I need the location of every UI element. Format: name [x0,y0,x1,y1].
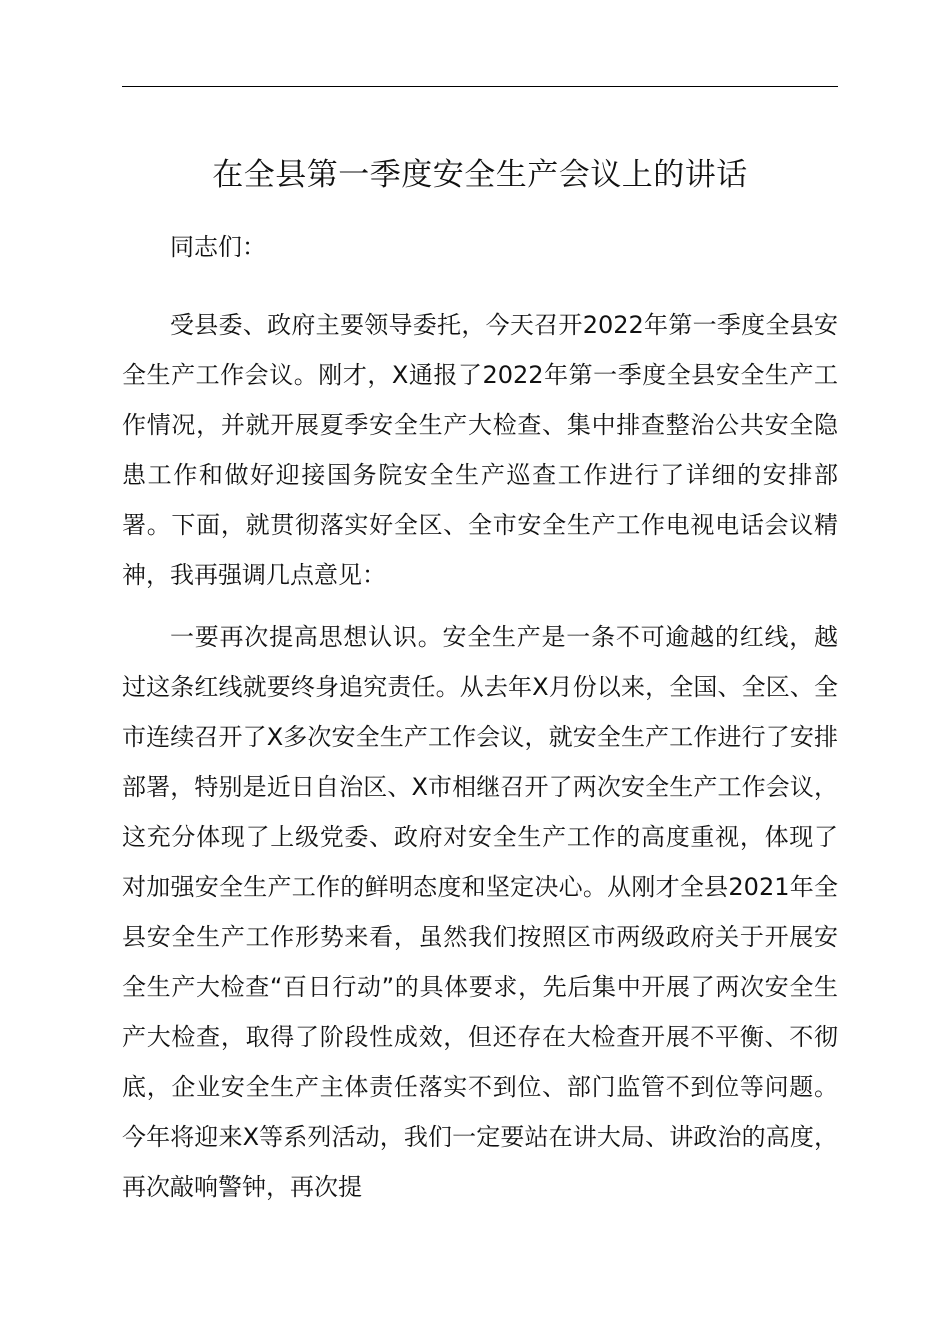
greeting: 同志们： [170,233,266,261]
header-rule [122,86,838,87]
paragraph-intro: 受县委、政府主要领导委托，今天召开2022年第一季度全县安全生产工作会议。刚才，X通报了2022年第一季度全县安全生产工作情况，并就开展夏季安全生产大检查、集中排查整治公共安全隐患工作和做好迎接国务院安全生产巡查工作进行了详细的安排部署。下面，就贯彻落实好全区、全市安全生产工作电视电话会议精神，我再强调几点意见： [122,311,838,589]
document-title: 在全县第一季度安全生产会议上的讲话 [212,157,748,193]
document-body [122,222,838,1224]
paragraph-point-one: 一要再次提高思想认识。安全生产是一条不可逾越的红线，越过这条红线就要终身追究责任。从去年X月份以来，全国、全区、全市连续召开了X多次安全生产工作会议，就安全生产工作进行了安排部署，特别是近日自治区、X市相继召开了两次安全生产工作会议，这充分体现了上级党委、政府对安全生产工作的高度重视，体现了对加强安全生产工作的鲜明态度和坚定决心。从刚才全县2021年全县安全生产工作形势来看，虽然我们按照区市两级政府关于开展安全生产大检查“百日行动”的具体要求，先后集中开展了两次安全生产大检查，取得了阶段性成效，但还存在大检查开展不平衡、不彻底，企业安全生产主体责任落实不到位、部门监管不到位等问题。今年将迎来X等系列活动，我们一定要站在讲大局、讲政治的高度，再次敲响警钟，再次提 [122,623,838,1201]
